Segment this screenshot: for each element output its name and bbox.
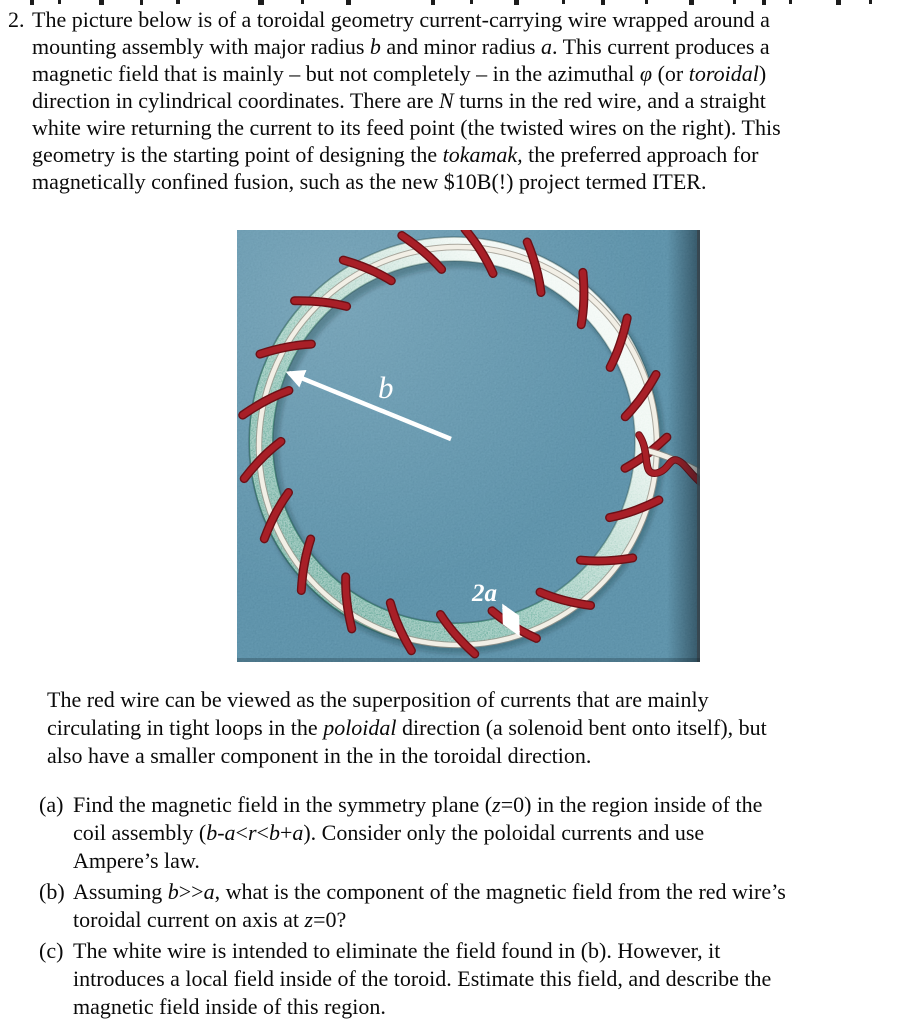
red-wire-turn bbox=[581, 272, 584, 324]
problem-parts-list bbox=[39, 791, 884, 1024]
red-wire-turn bbox=[580, 558, 632, 561]
photo-edge-shadow bbox=[667, 230, 700, 662]
toroid-photograph bbox=[237, 230, 700, 662]
part-b bbox=[39, 878, 884, 934]
discussion-paragraph: The red wire can be viewed as the superposition of currents that are mainly circulating in tight loops in the poloidal direction (a solenoid bent onto itself), but also have a smaller component in the in the toroidal direction. bbox=[47, 687, 767, 768]
part-b-label: (b) bbox=[39, 879, 65, 904]
major-radius-label: b bbox=[378, 370, 394, 405]
part-a-label: (a) bbox=[39, 792, 64, 817]
part-a bbox=[39, 791, 884, 875]
part-c bbox=[39, 937, 884, 1021]
problem-number: 2. bbox=[8, 7, 25, 32]
part-b-text: Assuming b>>a, what is the component of the magnetic field from the red wire’s toroidal current on axis at z=0? bbox=[73, 879, 786, 932]
part-c-label: (c) bbox=[39, 938, 64, 963]
part-a-text: Find the magnetic field in the symmetry plane (z=0) in the region inside of the coil assembly (b-a<r<b+a). Consider only the poloidal currents and use Ampere’s law. bbox=[73, 792, 763, 873]
minor-diameter-label: 2a bbox=[472, 580, 497, 607]
problem-intro-paragraph: The picture below is of a toroidal geometry current-carrying wire wrapped around a mounting assembly with major radius b and minor radius a. This current produces a magnetic field that is mainly – but not completely – in the azimuthal φ (or toroidal) direction in cylindrical coordinates. There are N turns in the red wire, and a straight white wire returning the current to its feed point (the twisted wires on the right). This geometry is the starting point of designing the tokamak, the preferred approach for magnetically confined fusion, such as the new $10B(!) project termed ITER. bbox=[32, 7, 781, 194]
part-c-text: The white wire is intended to eliminate the field found in (b). However, it introduces a local field inside of the toroid. Estimate this field, and describe the magnetic field inside of this region. bbox=[73, 938, 772, 1019]
toroid-photo-canvas bbox=[237, 230, 700, 662]
